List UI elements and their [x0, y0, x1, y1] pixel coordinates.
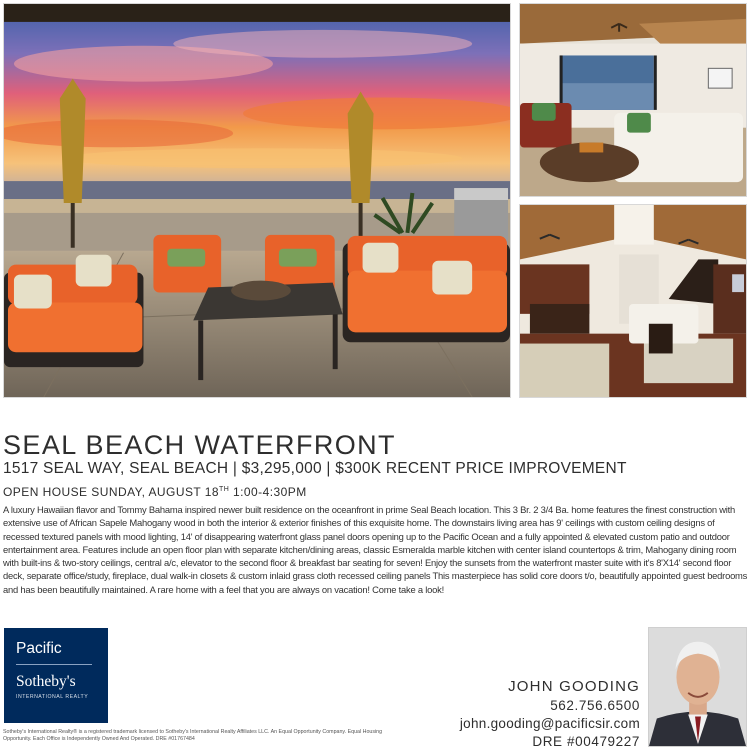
- listing-title: SEAL BEACH WATERFRONT: [3, 430, 396, 460]
- open-house-time: 1:00-4:30PM: [229, 485, 307, 499]
- logo-pacific-text: Pacific: [16, 640, 62, 657]
- patio-sunset-photo: [3, 3, 511, 398]
- agent-headshot-photo: [648, 627, 747, 747]
- agent-email[interactable]: john.gooding@pacificsir.com: [459, 716, 640, 731]
- open-house-ordinal: TH: [219, 486, 230, 493]
- agent-name: JOHN GOODING: [508, 678, 640, 695]
- agent-phone[interactable]: 562.756.6500: [550, 698, 640, 713]
- logo-divider: [16, 664, 92, 665]
- sothebys-logo: [4, 628, 108, 723]
- open-house-line: [3, 485, 307, 499]
- open-house-date: OPEN HOUSE SUNDAY, AUGUST 18: [3, 485, 219, 499]
- kitchen-dining-photo: [519, 204, 747, 398]
- living-room-photo: [519, 3, 747, 197]
- legal-disclaimer: Sotheby's International Realty® is a registered trademark licensed to Sotheby's International Realty Affiliates LLC. An Equal Opportunity Company. Equal Housing Opportunity. Each Office is Independently Owned And Operated. DRE #01767484: [3, 729, 383, 743]
- logo-international-realty-text: INTERNATIONAL REALTY: [16, 694, 89, 700]
- listing-description: A luxury Hawaiian flavor and Tommy Bahama inspired newer built residence on the oceanfront in prime Seal Beach location. This 3 Br. 2 3/4 Ba. home features the finest construction with extensive use of African Sapele Mahogany wood in both the interior & exterior finishes of this exquisite home. The downstairs living area has 9' ceilings with custom ceiling designs of recessed textured panels with mood lighting, 14' of disappearing waterfront glass panel doors opening up to the Pacific Ocean and a fully appointed & elevated custom patio and outdoor entertainment area. Features include an open floor plan with separate kitchen/dining areas, classic Esmeralda marble kitchen with center island countertops & trim, Mahogany dining room with built-ins & two-story ceilings, central a/c, elevator to the second floor & breakfast bar seating for seven! Enjoy the sunsets from the waterfront master suite with it's 8'X14' second floor deck, separate office/study, fireplace, dual walk-in closets & custom inlaid grass cloth recessed ceiling panels This masterpiece has solid core doors t/o, beautifully appointed guest bedrooms and has been beautifully maintained. A rare home with a feel that you are always on vacation! Come take a look!: [3, 504, 748, 595]
- agent-dre-number: DRE #00479227: [532, 734, 640, 749]
- logo-sothebys-text: Sotheby's: [16, 673, 76, 690]
- listing-address-price: 1517 SEAL WAY, SEAL BEACH | $3,295,000 | $300K RECENT PRICE IMPROVEMENT: [3, 460, 627, 477]
